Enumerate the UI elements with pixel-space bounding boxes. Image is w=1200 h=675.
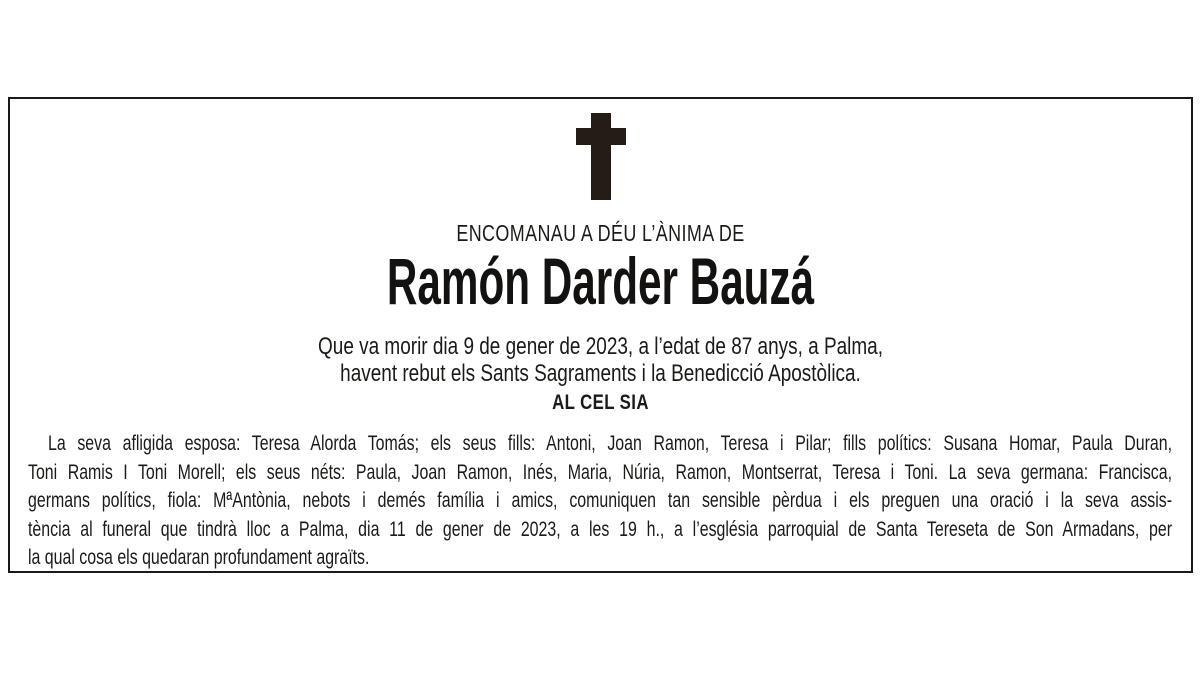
family-notice-line: Toni Ramis I Toni Morell; els seus néts: Paula, Joan Ramon, Inés, Maria, Núria, Ramon, Montserrat, Teresa i Toni. La seva germana: Francisca, — [28, 459, 1173, 484]
family-notice-line: la qual cosa els quedaran profundament agraïts. — [28, 545, 370, 570]
death-details-line: Que va morir dia 9 de gener de 2023, a l’edat de 87 anys, a Palma, — [318, 333, 883, 360]
family-notice-line: La seva afligida esposa: Teresa Alorda Tomás; els seus fills: Antoni, Joan Ramon, Teresa i Pilar; fills polítics: Susana Homar, Paula Duran, — [47, 431, 1173, 455]
family-notice-line: tència al funeral que tindrà lloc a Palma, dia 11 de gener de 2023, a les 19 h., a l’església parroquial de Santa Tereseta de Son Armadans, per — [28, 516, 1173, 541]
deceased-name: Ramón Darder Bauzá — [386, 244, 815, 318]
family-notice-line: germans polítics, fiola: MªAntònia, nebots i demés família i amics, comuniquen tan sensible pèrdua i els preguen una oració i la seva assis- — [28, 488, 1173, 513]
family-notice-paragraph — [28, 429, 1172, 572]
latin-cross-icon — [576, 113, 626, 200]
obituary-card — [8, 97, 1193, 573]
epitaph-text: AL CEL SIA — [552, 391, 649, 414]
invocation-text: ENCOMANAU A DÉU L’ÀNIMA DE — [456, 220, 745, 246]
death-details-line: havent rebut els Sants Sagraments i la Benedicció Apostòlica. — [340, 360, 861, 387]
death-details — [134, 333, 1067, 387]
